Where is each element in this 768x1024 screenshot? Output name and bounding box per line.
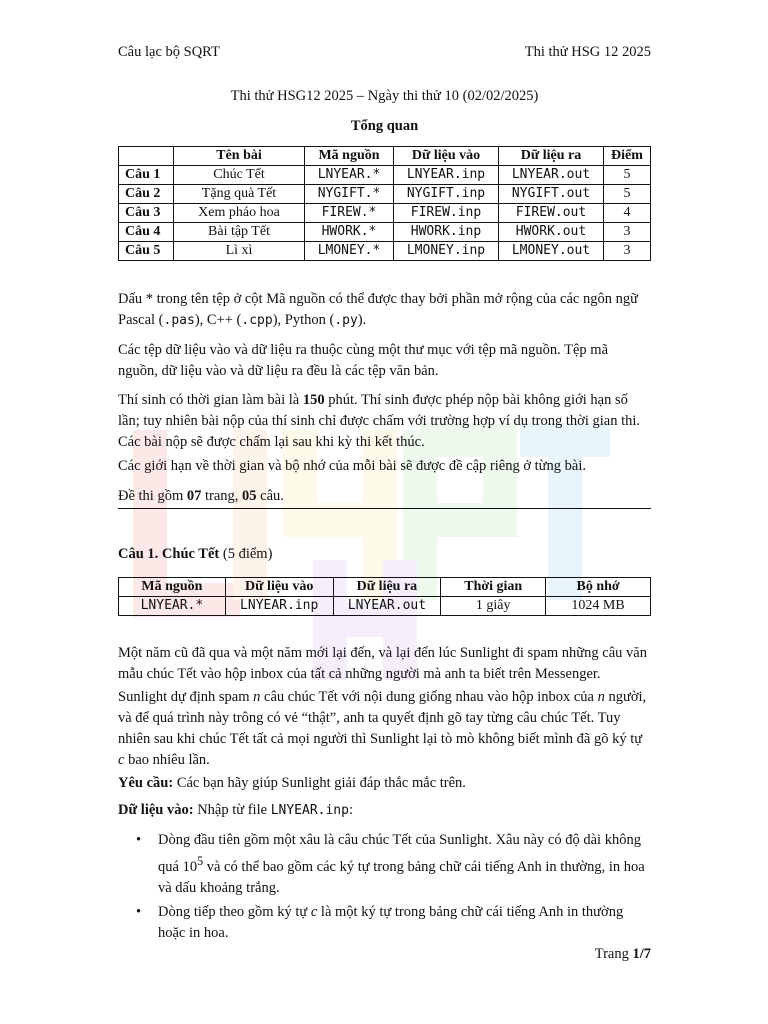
table-cell: 1024 MB: [546, 597, 651, 616]
text-run: là một ký tự trong bảng chữ cái tiếng Anh in thường hoặc in hoa.: [158, 903, 624, 941]
text-run: Các bạn hãy giúp Sunlight giải đáp thắc mắc trên.: [173, 775, 466, 791]
problem1-story-task: [118, 687, 651, 771]
table-row: [119, 242, 651, 261]
text-run: bao nhiêu lần.: [124, 752, 210, 768]
text-run: ), Python (: [272, 312, 335, 328]
page-number: 1/7: [632, 946, 651, 962]
problem1-spec-table: [118, 577, 651, 616]
header-club-name: Câu lạc bộ SQRT: [118, 44, 220, 60]
table-header-cell: Dữ liệu ra: [499, 147, 604, 166]
table-cell: LNYEAR.out: [333, 597, 441, 616]
text-run: và có thể bao gồm các ký tự trong bảng chữ cái tiếng Anh in thường, in hoa và dấu khoảng trắng.: [158, 858, 645, 896]
input-filename: LNYEAR.inp: [270, 803, 349, 818]
text-run: người, và để quá trình này trông có vẻ “thật”, anh ta quyết định gõ tay từng câu chúc Tết. Tuy nhiên sau khi chúc Tết tất cả mọi người thì Sunlight lại tò mò không biết mình đã gõ ký tự: [118, 689, 647, 747]
text-run: Sunlight dự định spam: [118, 689, 254, 705]
table-row: [119, 204, 651, 223]
table-cell: LNYEAR.*: [119, 597, 226, 616]
table-cell: LNYEAR.out: [499, 166, 604, 185]
exam-minutes: 150: [302, 392, 325, 408]
text-run: Dấu * trong tên tệp ở cột Mã nguồn có thể được thay bởi phần mở rộng của các ngôn ngữ Pascal (: [118, 291, 638, 328]
text-run: :: [348, 802, 353, 818]
table-cell: LNYEAR.*: [305, 166, 394, 185]
table-header-cell: Thời gian: [441, 578, 546, 597]
table-cell: HWORK.out: [499, 223, 604, 242]
table-cell: Câu 2: [119, 185, 174, 204]
math-exponent: 5: [197, 854, 204, 868]
question-count: 05: [242, 488, 257, 504]
page-label: Trang: [594, 946, 633, 962]
math-base: 10: [182, 858, 198, 875]
table-cell: NYGIFT.*: [305, 185, 394, 204]
table-row: [119, 166, 651, 185]
exam-subtitle: Thi thử HSG12 2025 – Ngày thi thử 10 (02/02/2025): [230, 88, 539, 104]
problem1-input-heading: [118, 800, 651, 821]
table-cell: 5: [604, 166, 651, 185]
text-run: Dòng tiếp theo gồm ký tự: [158, 903, 311, 920]
table-cell: HWORK.*: [305, 223, 394, 242]
variable-c: c: [118, 752, 125, 768]
text-run: Nhập từ file: [193, 802, 271, 818]
table-header-row: [119, 147, 651, 166]
table-cell: 3: [604, 242, 651, 261]
note-file-location: Các tệp dữ liệu vào và dữ liệu ra thuộc cùng một thư mục với tệp mã nguồn. Tệp mã nguồn, dữ liệu vào và dữ liệu ra đều là các tệp văn bản.: [118, 342, 609, 379]
note-exam-time: [118, 390, 651, 453]
code-cpp: .cpp: [241, 313, 273, 328]
table-cell: NYGIFT.out: [499, 185, 604, 204]
text-run: câu.: [256, 488, 284, 504]
table-cell: Câu 1: [119, 166, 174, 185]
variable-c: c: [310, 903, 318, 920]
table-header-cell: Dữ liệu ra: [333, 578, 441, 597]
table-row: [119, 597, 651, 616]
problem1-heading: Câu 1. Chúc Tết: [118, 546, 220, 562]
problem1-title: [118, 546, 272, 563]
table-header-cell: Điểm: [604, 147, 651, 166]
text-run: Dòng đầu tiên gồm một xâu là câu chúc Tết của Sunlight. Xâu này có độ dài không quá: [158, 832, 641, 875]
table-cell: LMONEY.*: [305, 242, 394, 261]
note-page-count: [118, 486, 651, 507]
problem1-points: (5 điểm): [222, 546, 273, 562]
table-cell: Lì xì: [174, 242, 305, 261]
table-cell: Câu 5: [119, 242, 174, 261]
exam-page: [118, 0, 651, 1024]
table-cell: Bài tập Tết: [174, 223, 305, 242]
table-cell: LNYEAR.inp: [225, 597, 333, 616]
table-cell: LMONEY.out: [499, 242, 604, 261]
table-cell: 1 giây: [441, 597, 546, 616]
code-pas: .pas: [163, 313, 195, 328]
list-item: [136, 830, 651, 899]
table-cell: FIREW.*: [305, 204, 394, 223]
table-cell: Tặng quà Tết: [174, 185, 305, 204]
note-limits: Các giới hạn về thời gian và bộ nhớ của mỗi bài sẽ được đề cập riêng ở từng bài.: [118, 458, 586, 474]
problem1-story-intro: Một năm cũ đã qua và một năm mới lại đến, và lại đến lúc Sunlight đi spam những câu văn mẫu chúc Tết vào hộp inbox của tất cả những người mà anh ta biết trên Messenger.: [118, 645, 647, 682]
overview-heading: Tổng quan: [350, 118, 419, 134]
text-run: câu chúc Tết với nội dung giống nhau vào hộp inbox của: [260, 689, 598, 705]
table-cell: 3: [604, 223, 651, 242]
table-cell: 5: [604, 185, 651, 204]
bullet-icon: •: [136, 903, 142, 920]
overview-table: [118, 146, 651, 261]
text-run: ).: [357, 312, 367, 328]
list-item: [136, 902, 651, 944]
table-cell: Chúc Tết: [174, 166, 305, 185]
table-header-cell: Tên bài: [174, 147, 305, 166]
note-file-extensions: [118, 289, 651, 331]
table-cell: LNYEAR.inp: [394, 166, 499, 185]
table-cell: Xem pháo hoa: [174, 204, 305, 223]
text-run: ), C++ (: [194, 312, 242, 328]
code-py: .py: [334, 313, 358, 328]
table-cell: Câu 3: [119, 204, 174, 223]
header-exam-name: Thi thử HSG 12 2025: [524, 44, 651, 60]
section-divider: [118, 508, 651, 509]
table-header-cell: Bộ nhớ: [546, 578, 651, 597]
page-footer: [595, 946, 651, 963]
input-format-list: [118, 830, 651, 947]
problem1-requirement: [118, 773, 651, 794]
requirement-label: Yêu cầu:: [118, 775, 174, 791]
table-row: [119, 223, 651, 242]
text-run: trang,: [201, 488, 243, 504]
table-cell: 4: [604, 204, 651, 223]
variable-n: n: [597, 689, 605, 705]
variable-n: n: [253, 689, 261, 705]
table-cell: HWORK.inp: [394, 223, 499, 242]
bullet-icon: •: [136, 832, 142, 848]
table-header-cell: Dữ liệu vào: [394, 147, 499, 166]
text-run: phút. Thí sinh được phép nộp bài không giới hạn số lần; tuy nhiên bài nộp của thí sinh chỉ được chấm với trường hợp ví dụ trong thời gian thi. Các bài nộp sẽ được chấm lại sau khi kỳ thi kết thúc.: [118, 392, 641, 450]
table-cell: Câu 4: [119, 223, 174, 242]
table-cell: FIREW.inp: [394, 204, 499, 223]
table-cell: FIREW.out: [499, 204, 604, 223]
table-header-row: [119, 578, 651, 597]
input-label: Dữ liệu vào:: [118, 802, 194, 818]
table-header-cell: Mã nguồn: [305, 147, 394, 166]
table-header-cell: Dữ liệu vào: [225, 578, 333, 597]
text-run: Thí sinh có thời gian làm bài là: [118, 392, 303, 408]
table-cell: LMONEY.inp: [394, 242, 499, 261]
table-header-cell: Mã nguồn: [119, 578, 226, 597]
page-count: 07: [186, 488, 202, 504]
table-row: [119, 185, 651, 204]
table-header-cell: [119, 147, 174, 166]
table-cell: NYGIFT.inp: [394, 185, 499, 204]
text-run: Đề thi gồm: [118, 488, 187, 504]
